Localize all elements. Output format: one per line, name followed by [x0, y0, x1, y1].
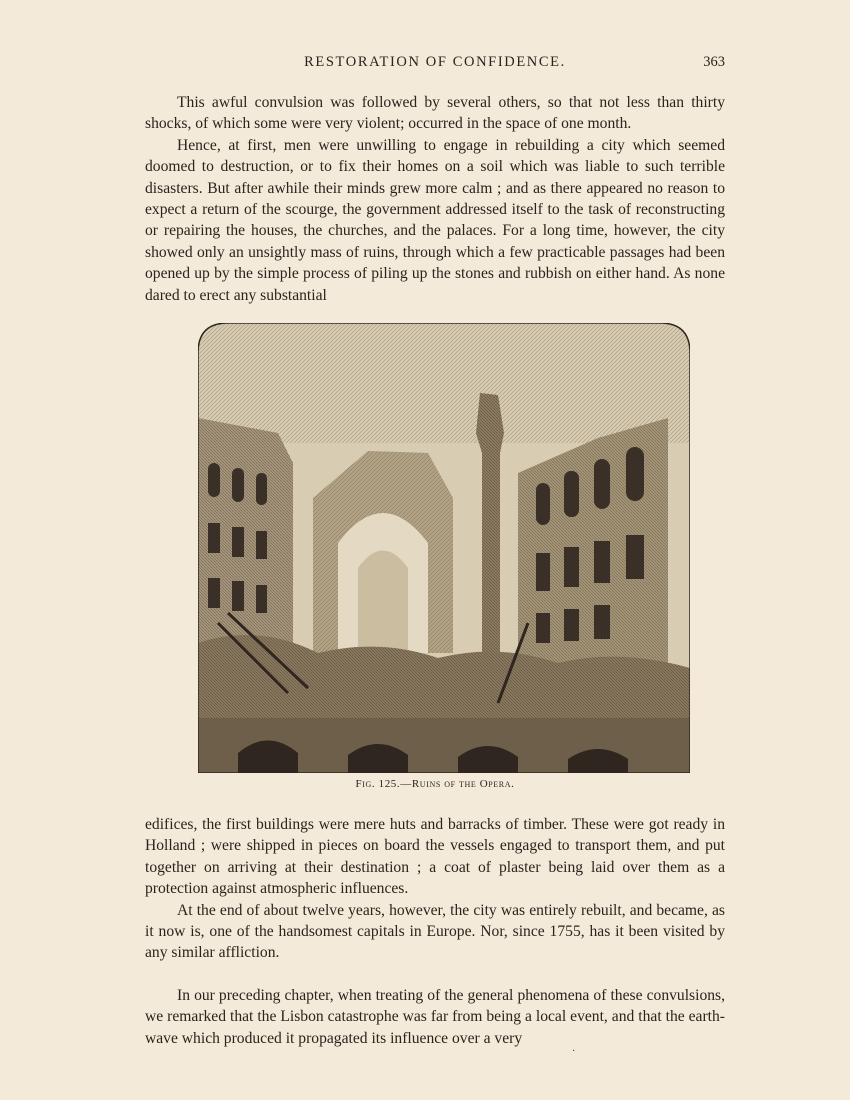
- ruins-engraving-image: [198, 323, 690, 773]
- figure-label: Fig. 125.: [355, 778, 401, 790]
- text-block-bottom: [145, 985, 725, 1049]
- text-block-top: [145, 92, 725, 306]
- paragraph: In our preceding chapter, when treating of the general phenomena of these convulsions, we remarked that the Lisbon catastrophe was far from being a local event, and that the earth-wave which produced it propagated its influence over a very: [145, 987, 725, 1047]
- caption-dash: —: [400, 778, 412, 790]
- page-number: 363: [703, 54, 725, 70]
- paragraph: edifices, the first buildings were mere huts and barracks of timber. These were got ready in Holland ; were shipped in pieces on board the vessels engaged to transport them, and put together on arriving at their destination ; a coat of plaster being laid over them as a protection against atmospheric influences.: [145, 816, 725, 898]
- running-title: RESTORATION OF CONFIDENCE.: [304, 54, 566, 70]
- paragraph: At the end of about twelve years, however, the city was entirely rebuilt, and became, as it now is, one of the handsomest capitals in Europe. Nor, since 1755, has it been visited by any similar affliction.: [145, 901, 725, 962]
- figure-caption: [145, 778, 725, 790]
- page-header: [145, 54, 725, 76]
- paragraph: Hence, at first, men were unwilling to engage in rebuilding a city which seemed doomed to destruction, or to fix their homes on a soil which was liable to such terrible disasters. But after awhile their minds grew more calm ; and as there appeared no reason to expect a return of the scourge, the government addressed itself to the task of reconstructing or repairing the houses, the churches, and the palaces. For a long time, however, the city showed only an unsightly mass of ruins, through which a few practicable passages had been opened up by the simple process of piling up the stones and rubbish on either hand. As none dared to erect any substantial: [145, 136, 725, 304]
- figure-title: Ruins of the Opera.: [411, 778, 515, 790]
- engraving-illustration: [198, 323, 690, 773]
- text-block-middle: [145, 814, 725, 964]
- paragraph: This awful convulsion was followed by several others, so that not less than thirty shocks, of which some were very violent; occurred in the space of one month.: [145, 94, 725, 133]
- printer-mark: ·: [572, 1046, 576, 1057]
